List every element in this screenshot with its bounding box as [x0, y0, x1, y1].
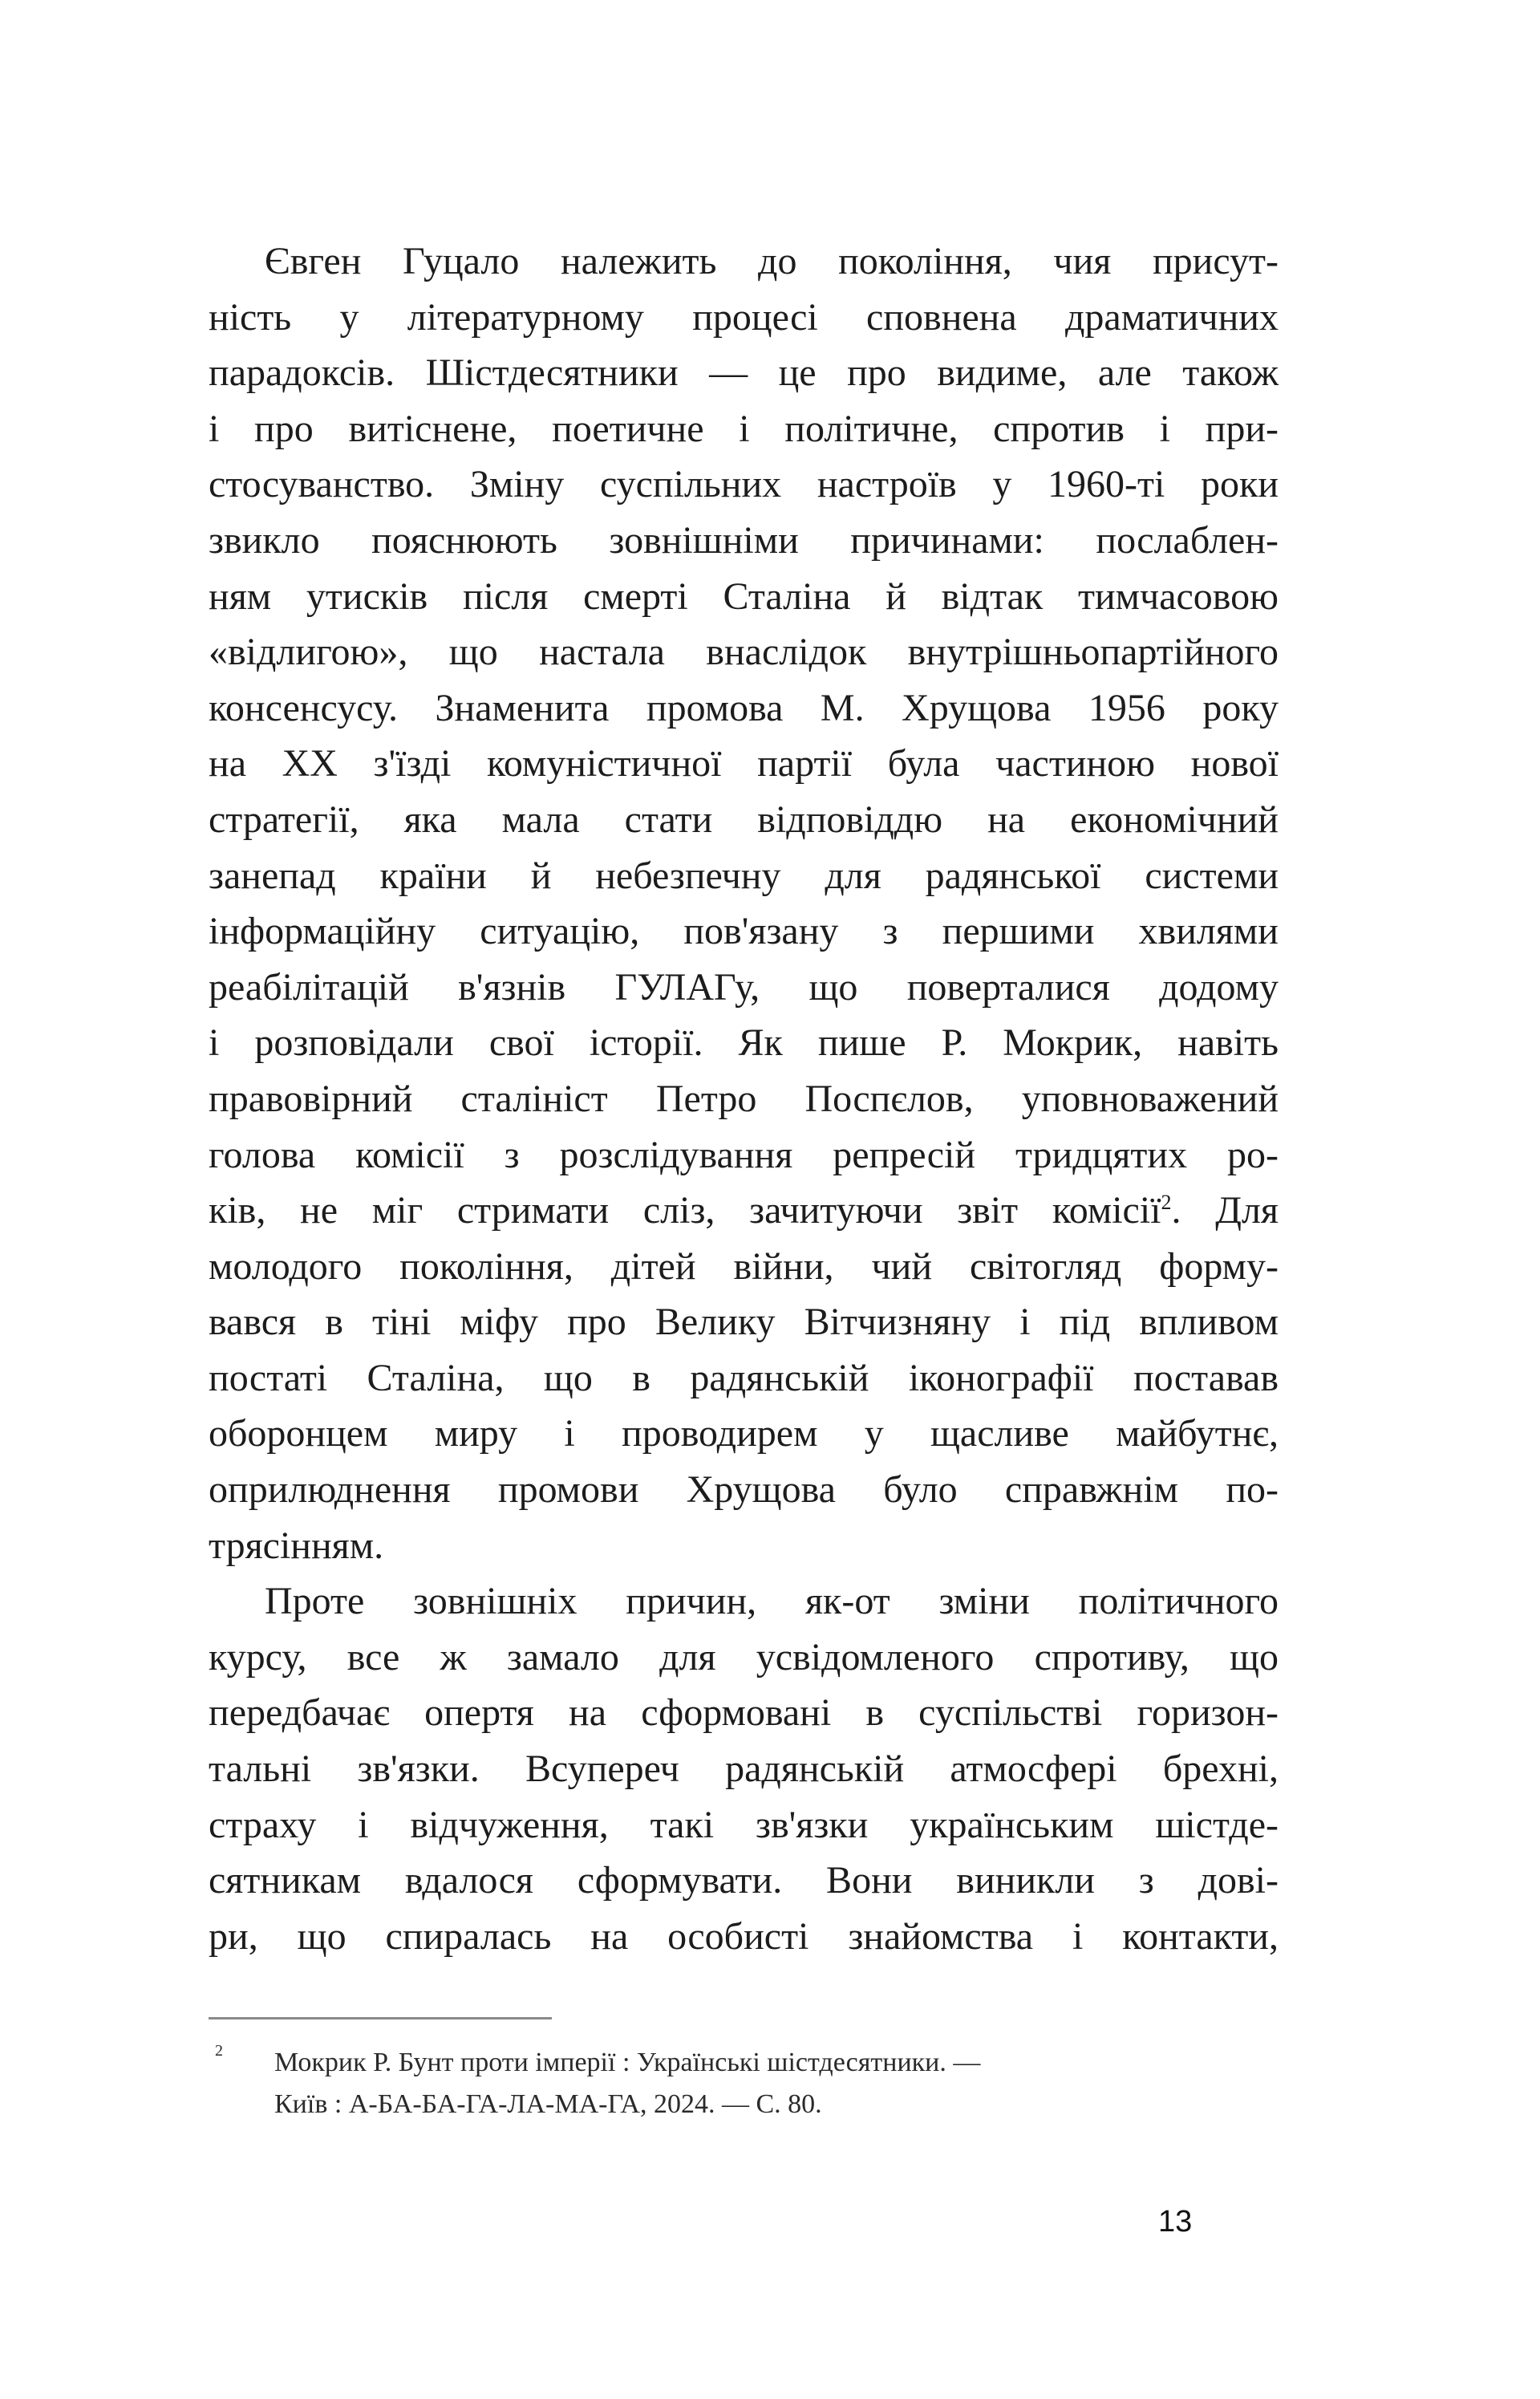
text-line: інформаційну ситуацію, пов'язану з першими хвилями [209, 910, 1279, 953]
paragraph-2 [209, 1573, 1279, 1964]
body-text [209, 233, 1279, 1964]
footnote-marker: 2 [215, 2042, 223, 2060]
text-line: і про витіснене, поетичне і політичне, спротив і при- [209, 407, 1279, 450]
footnote [209, 2042, 1251, 2125]
paragraph-1 [209, 233, 1279, 1573]
text-line: правовірний сталініст Петро Поспєлов, уповноважений [209, 1077, 1279, 1120]
text-line: оприлюднення промови Хрущова було справжнім по- [209, 1468, 1279, 1512]
footnote-line: Мокрик Р. Бунт проти імперії : Українські шістдесятники. — [274, 2048, 981, 2077]
text-line: ри, що спиралась на особисті знайомства і контакти, [209, 1914, 1279, 1958]
text-line: консенсусу. Знаменита промова М. Хрущова 1956 року [209, 686, 1279, 729]
text-line: молодого покоління, дітей війни, чий світогляд форму- [209, 1244, 1279, 1288]
text-line: оборонцем миру і проводирем у щасливе майбутнє, [209, 1412, 1279, 1455]
text-line: сятникам вдалося сформувати. Вони виникли з дові- [209, 1859, 1279, 1902]
text-line: вався в тіні міфу про Велику Вітчизняну і під впливом [209, 1301, 1279, 1344]
text-line: голова комісії з розслідування репресій тридцятих ро- [209, 1133, 1279, 1176]
text-line: і розповідали свої історії. Як пише Р. Мокрик, навіть [209, 1021, 1279, 1065]
footnote-line: Київ : А-БА-БА-ГА-ЛА-МА-ГА, 2024. — С. 80. [274, 2089, 822, 2119]
text-line: страху і відчуження, такі зв'язки українським шістде- [209, 1803, 1279, 1846]
text-line: Проте зовнішніх причин, як-от зміни політичного [265, 1580, 1279, 1623]
text-line: «відлигою», що настала внаслідок внутрішньопартійного [209, 631, 1279, 674]
footnote-reference[interactable]: 2 [1161, 1191, 1172, 1215]
text-line: на XX з'їзді комуністичної партії була частиною нової [209, 742, 1279, 785]
text-line: курсу, все ж замало для усвідомленого спротиву, що [209, 1635, 1279, 1678]
text-line: тальні зв'язки. Всупереч радянській атмосфері брехні, [209, 1747, 1279, 1791]
text-line: стосуванство. Зміну суспільних настроїв у 1960-ті роки [209, 463, 1279, 506]
text-line: стратегії, яка мала стати відповіддю на економічний [209, 798, 1279, 841]
page-number: 13 [1158, 2205, 1193, 2239]
text-line: ням утисків після смерті Сталіна й відтак тимчасовою [209, 574, 1279, 618]
text-line: звикло пояснюють зовнішніми причинами: послаблен- [209, 518, 1279, 562]
text-line: занепад країни й небезпечну для радянської системи [209, 854, 1279, 897]
text-line: Євген Гуцало належить до покоління, чия присут- [265, 240, 1279, 282]
text-line: трясінням. [209, 1524, 384, 1567]
text-line: ків, не міг стримати сліз, зачитуючи звіт комісії$^2$. Для [209, 1189, 1279, 1232]
text-line: реабілітацій в'язнів ГУЛАГу, що поверталися додому [209, 965, 1279, 1009]
text-line: постаті Сталіна, що в радянській іконографії поставав [209, 1356, 1279, 1399]
text-line: ність у літературному процесі сповнена драматичних [209, 295, 1279, 339]
text-line: парадоксів. Шістдесятники — це про видиме, але також [209, 351, 1279, 395]
text-line: передбачає опертя на сформовані в суспільстві горизон- [209, 1691, 1279, 1735]
footnote-divider [209, 2017, 552, 2019]
